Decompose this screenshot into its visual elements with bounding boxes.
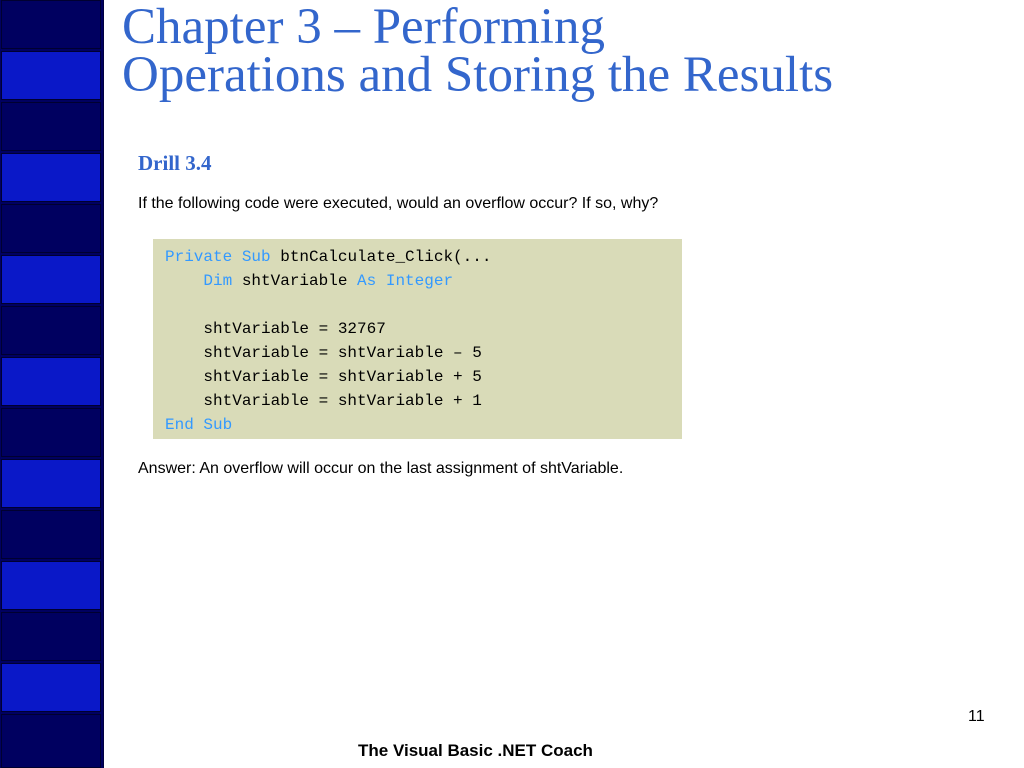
stripe-light [1, 561, 101, 610]
code-line [165, 413, 682, 437]
stripe-dark [1, 306, 101, 355]
code-line: shtVariable = shtVariable + 1 [165, 392, 482, 410]
stripe-dark [1, 408, 101, 457]
stripe-light [1, 153, 101, 202]
stripe-dark [1, 102, 101, 151]
stripe-light [1, 255, 101, 304]
code-line: shtVariable = shtVariable + 5 [165, 368, 482, 386]
code-line [165, 269, 682, 293]
code-text: shtVariable [232, 272, 358, 290]
stripe-light [1, 357, 101, 406]
stripe-dark [1, 0, 101, 49]
code-block [153, 239, 682, 439]
code-text: btnCalculate_Click(... [270, 248, 492, 266]
code-keyword: End Sub [165, 416, 233, 434]
stripe-dark [1, 204, 101, 253]
code-line-blank [165, 293, 682, 317]
slide-title-line2: Operations and Storing the Results [122, 47, 834, 103]
code-keyword: As Integer [357, 272, 454, 290]
footer-text: The Visual Basic .NET Coach [358, 741, 593, 760]
code-line [165, 245, 682, 269]
code-indent [165, 272, 203, 290]
stripe-dark [1, 510, 101, 559]
stripe-light [1, 51, 101, 100]
answer-text: Answer: An overflow will occur on the last assignment of shtVariable. [138, 460, 624, 477]
page-number: 11 [968, 708, 985, 725]
slide-title [122, 0, 1012, 103]
drill-heading: Drill 3.4 [138, 151, 212, 175]
code-line: shtVariable = shtVariable – 5 [165, 344, 482, 362]
stripe-dark [1, 612, 101, 661]
code-keyword: Private Sub [165, 248, 271, 266]
code-line: shtVariable = 32767 [165, 320, 386, 338]
stripe-light [1, 459, 101, 508]
stripe-light [1, 663, 101, 712]
code-keyword: Dim [203, 272, 233, 290]
decorative-stripe-sidebar [0, 0, 104, 768]
stripe-dark [1, 714, 101, 768]
question-text: If the following code were executed, would an overflow occur? If so, why? [138, 195, 659, 212]
slide-title-line1: Chapter 3 – Performing [122, 0, 605, 55]
